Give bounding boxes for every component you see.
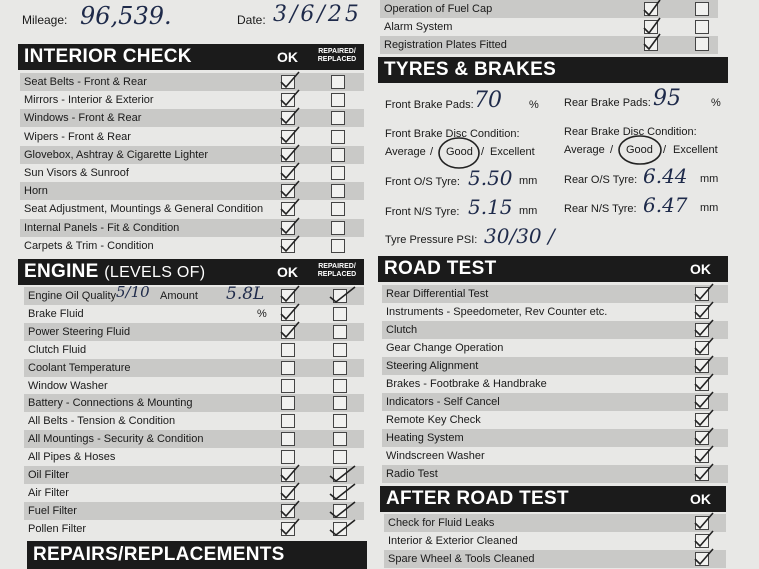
checklist-row — [20, 146, 364, 164]
tick-mark-icon — [278, 179, 302, 199]
checklist-row — [24, 520, 364, 538]
engine-title-sub: (LEVELS OF) — [104, 264, 206, 281]
row-label: Heating System — [386, 431, 464, 444]
row-label: All Belts - Tension & Condition — [28, 415, 176, 428]
front-pads-value: 70 — [474, 88, 502, 113]
tick-mark-icon — [692, 529, 716, 549]
checklist-row — [382, 465, 728, 483]
row-label: Coolant Temperature — [28, 361, 131, 374]
row-label: Clutch Fluid — [28, 343, 87, 356]
tick-mark-icon — [327, 284, 357, 304]
front-disc-good: Good — [446, 146, 473, 158]
ok-checkbox[interactable] — [281, 450, 295, 464]
rear-ns-value: 6.47 — [643, 193, 688, 217]
tyres-brakes-header — [378, 57, 728, 83]
item-label: Operation of Fuel Cap — [384, 3, 493, 15]
repaired-checkbox[interactable] — [333, 343, 347, 357]
checklist-row — [24, 448, 364, 466]
checklist-row — [24, 341, 364, 359]
checklist-row — [20, 91, 364, 109]
tick-mark-icon — [692, 511, 716, 531]
ok-checkbox[interactable] — [281, 432, 295, 446]
repaired-checkbox[interactable] — [333, 361, 347, 375]
checklist-row — [24, 466, 364, 484]
disc-slash: / — [430, 146, 434, 158]
tick-mark-icon — [278, 143, 302, 163]
engine-header — [18, 259, 364, 285]
row-label: Clutch — [386, 323, 418, 336]
checklist-row — [20, 109, 364, 127]
row-label: Radio Test — [386, 467, 438, 480]
front-ns-value: 5.15 — [468, 195, 513, 219]
row-label: Seat Adjustment, Mountings & General Condition — [24, 203, 264, 216]
tick-mark-icon — [278, 216, 302, 236]
repaired-checkbox[interactable] — [695, 20, 709, 34]
list-item — [380, 18, 718, 36]
ok-checkbox[interactable] — [281, 414, 295, 428]
row-label: Oil Filter — [28, 469, 69, 481]
row-label: Brake Fluid — [28, 307, 84, 320]
rear-pads-pct: % — [711, 97, 721, 109]
checklist-row — [382, 411, 728, 429]
checklist-row — [382, 303, 728, 321]
front-ns-mm: mm — [519, 205, 538, 217]
repaired-checkbox[interactable] — [695, 2, 709, 16]
checklist-row — [24, 359, 364, 377]
oil-amount-label: Amount — [160, 290, 198, 302]
front-disc-excellent: Excellent — [490, 146, 535, 158]
row-label: Fuel Filter — [28, 504, 77, 517]
tick-mark-icon — [278, 125, 302, 145]
checklist-row — [24, 394, 364, 412]
tick-mark-icon — [327, 517, 357, 537]
tick-mark-icon — [278, 161, 302, 181]
rear-os-label: Rear O/S Tyre: — [564, 174, 638, 186]
checklist-row — [20, 200, 364, 218]
ok-column-label: OK — [690, 261, 711, 277]
ok-column-label: OK — [277, 49, 298, 65]
row-label: Brakes - Footbrake & Handbrake — [386, 377, 547, 390]
tick-mark-icon — [692, 547, 716, 567]
rear-disc-label: Rear Brake Disc Condition: — [564, 126, 697, 138]
disc-slash: / — [481, 146, 485, 158]
psi-label: Tyre Pressure PSI: — [385, 234, 478, 246]
list-item — [380, 0, 718, 18]
checklist-row — [20, 73, 364, 91]
rear-disc-good: Good — [626, 144, 653, 156]
repairs-header — [27, 541, 367, 569]
disc-slash: / — [663, 144, 667, 156]
checklist-row — [24, 377, 364, 395]
date-label: Date: — [237, 13, 266, 27]
checklist-row — [24, 412, 364, 430]
list-item — [380, 36, 718, 54]
row-label: Engine Oil Quality — [28, 290, 117, 302]
ok-column-label: OK — [277, 264, 298, 280]
oil-quality-value: 5/10 — [116, 283, 150, 301]
tick-mark-icon — [692, 462, 716, 482]
repaired-checkbox[interactable] — [331, 75, 345, 89]
front-disc-label: Front Brake Disc Condition: — [385, 128, 520, 140]
repaired-checkbox[interactable] — [331, 111, 345, 125]
tick-mark-icon — [278, 234, 302, 254]
row-label: Seat Belts - Front & Rear — [24, 76, 147, 88]
tick-mark-icon — [278, 320, 302, 340]
row-label: Steering Alignment — [386, 359, 479, 372]
checklist-row — [24, 305, 364, 323]
front-os-value: 5.50 — [468, 166, 513, 190]
section-title: AFTER ROAD TEST — [386, 488, 569, 509]
row-label: Check for Fluid Leaks — [388, 517, 495, 529]
ok-checkbox[interactable] — [281, 379, 295, 393]
checklist-row — [382, 447, 728, 465]
repaired-checkbox[interactable] — [333, 450, 347, 464]
tick-mark-icon — [641, 32, 663, 52]
tick-mark-icon — [278, 88, 302, 108]
section-title — [18, 261, 205, 283]
section-title: TYRES & BRAKES — [384, 59, 557, 80]
checklist-row — [20, 219, 364, 237]
rear-ns-mm: mm — [700, 202, 719, 214]
repaired-checkbox[interactable] — [333, 379, 347, 393]
checklist-row — [382, 429, 728, 447]
front-ns-label: Front N/S Tyre: — [385, 206, 460, 218]
checklist-row — [24, 484, 364, 502]
checklist-row — [24, 430, 364, 448]
checklist-row — [20, 128, 364, 146]
rear-os-mm: mm — [700, 173, 719, 185]
row-label: Power Steering Fluid — [28, 325, 131, 338]
road-test-header — [378, 256, 728, 282]
row-label: Pollen Filter — [28, 522, 87, 535]
ok-checkbox[interactable] — [281, 343, 295, 357]
mileage-label: Mileage: — [22, 13, 68, 27]
checklist-row — [382, 321, 728, 339]
checklist-row — [20, 237, 364, 255]
row-label: Windows - Front & Rear — [24, 112, 142, 125]
row-label: Mirrors - Interior & Exterior — [24, 94, 154, 107]
row-label: Remote Key Check — [386, 413, 481, 426]
interior-check-header — [18, 44, 364, 70]
row-label: Horn — [24, 185, 48, 198]
row-label: Rear Differential Test — [386, 288, 489, 300]
repaired-checkbox[interactable] — [331, 148, 345, 162]
checklist-row — [24, 502, 364, 520]
repaired-checkbox[interactable] — [331, 239, 345, 253]
row-label: Spare Wheel & Tools Cleaned — [388, 553, 535, 566]
checklist-row — [384, 514, 726, 532]
row-label: Internal Panels - Fit & Condition — [24, 221, 180, 234]
checklist-row — [382, 393, 728, 411]
item-label: Registration Plates Fitted — [384, 39, 507, 51]
repaired-column-label: REPAIRED/ REPLACED — [317, 48, 357, 63]
engine-title: ENGINE — [24, 261, 99, 282]
tick-mark-icon — [278, 197, 302, 217]
disc-slash: / — [610, 144, 614, 156]
row-label: Interior & Exterior Cleaned — [388, 535, 518, 548]
row-label: All Pipes & Hoses — [28, 451, 116, 464]
row-label: Gear Change Operation — [386, 341, 504, 354]
repaired-checkbox[interactable] — [333, 325, 347, 339]
row-label: Glovebox, Ashtray & Cigarette Lighter — [24, 148, 209, 161]
front-os-mm: mm — [519, 175, 538, 187]
rear-disc-excellent: Excellent — [673, 144, 718, 156]
repaired-checkbox[interactable] — [331, 184, 345, 198]
checklist-row — [382, 375, 728, 393]
section-title: REPAIRS/REPLACEMENTS — [33, 544, 285, 565]
row-label: Battery - Connections & Mounting — [28, 397, 193, 410]
front-os-label: Front O/S Tyre: — [385, 176, 460, 188]
circle-mark-icon — [616, 132, 667, 168]
checklist-row — [24, 323, 364, 341]
front-pads-pct: % — [529, 99, 539, 111]
repaired-checkbox[interactable] — [695, 37, 709, 51]
repaired-checkbox[interactable] — [333, 396, 347, 410]
repaired-checkbox[interactable] — [331, 202, 345, 216]
brake-fluid-percent: % — [257, 308, 267, 320]
section-title: ROAD TEST — [384, 258, 497, 279]
row-label: All Mountings - Security & Condition — [28, 433, 204, 446]
repaired-column-label: REPAIRED/ REPLACED — [317, 263, 357, 278]
tick-mark-icon — [278, 517, 302, 537]
checklist-row — [20, 182, 364, 200]
checklist-row — [382, 357, 728, 375]
tick-mark-icon — [278, 106, 302, 126]
front-pads-label: Front Brake Pads: — [385, 99, 474, 111]
mileage-value: 96,539. — [80, 2, 172, 30]
rear-disc-average: Average — [564, 144, 605, 156]
ok-checkbox[interactable] — [281, 361, 295, 375]
repaired-checkbox[interactable] — [331, 130, 345, 144]
after-road-test-header — [380, 486, 726, 512]
row-label: Wipers - Front & Rear — [24, 130, 131, 143]
row-label: Carpets & Trim - Condition — [24, 239, 154, 252]
section-title: INTERIOR CHECK — [24, 46, 192, 67]
repaired-checkbox[interactable] — [331, 166, 345, 180]
row-label: Sun Visors & Sunroof — [24, 167, 129, 179]
repaired-checkbox[interactable] — [333, 432, 347, 446]
row-label: Indicators - Self Cancel — [386, 395, 500, 408]
ok-checkbox[interactable] — [281, 396, 295, 410]
row-label: Instruments - Speedometer, Rev Counter etc. — [386, 305, 608, 318]
rear-ns-label: Rear N/S Tyre: — [564, 203, 637, 215]
oil-amount-value: 5.8L — [226, 284, 265, 304]
repaired-checkbox[interactable] — [333, 414, 347, 428]
rear-os-value: 6.44 — [643, 164, 688, 188]
front-disc-average: Average — [385, 146, 426, 158]
checklist-row — [382, 339, 728, 357]
checklist-row — [20, 164, 364, 182]
repaired-checkbox[interactable] — [331, 93, 345, 107]
item-label: Alarm System — [384, 21, 453, 33]
psi-value: 30/30 / — [484, 224, 555, 248]
row-label: Windscreen Washer — [386, 449, 485, 462]
checklist-row — [384, 532, 726, 550]
row-label: Window Washer — [28, 379, 108, 392]
rear-pads-label: Rear Brake Pads: — [564, 97, 651, 109]
ok-column-label: OK — [690, 491, 711, 507]
checklist-row — [382, 285, 728, 303]
rear-pads-value: 95 — [653, 86, 681, 111]
repaired-checkbox[interactable] — [331, 221, 345, 235]
repaired-checkbox[interactable] — [333, 307, 347, 321]
tick-mark-icon — [278, 70, 302, 90]
row-label: Air Filter — [28, 486, 69, 499]
date-value: 3/6/25 — [273, 2, 362, 27]
checklist-row — [384, 550, 726, 568]
